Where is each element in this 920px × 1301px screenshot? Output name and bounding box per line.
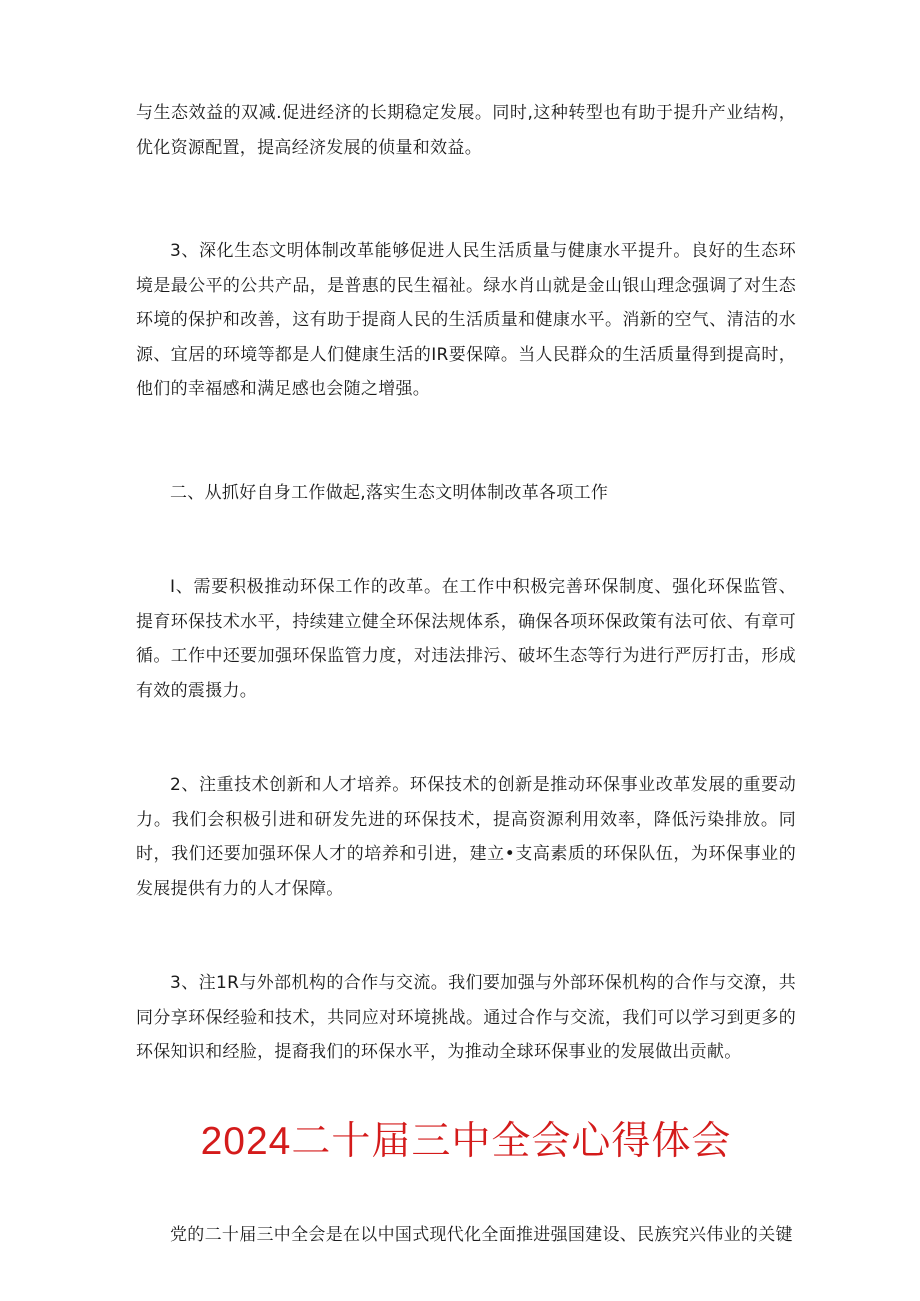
paragraph-point-3-cooperation: 3、注1R与外部机构的合作与交流。我们要加强与外部环保机构的合作与交潦，共同分享环保经验和技术，共同应对环境挑战。通过合作与交流，我们可以学习到更多的环保知识和经脸，提裔我们的环保水平，为推动全球环保事业的发展做出贡献。	[136, 973, 796, 1062]
paragraph-point-3-livelihood: 3、深化生态文明体制改革能够促进人民生活质量与健康水平提升。良好的生态环境是最公平的公共产品，是普惠的民生福祉。绿水肖山就是金山银山理念强调了对生态环境的保护和改善，这有助于提商人民的生活质量和健康水平。消新的空气、清洁的水源、宜居的环境等都是人们健康生活的IR要保障。当人民群众的生活质量得到提高时，他们的幸福感和满足感也会随之增强。	[136, 241, 796, 399]
document-page	[136, 96, 796, 1252]
section-heading-2: 二、从抓好自身工作做起,落实生态文明体制改革各项工作	[170, 482, 609, 503]
paragraph-point-1-reform: I、需要积极推动环保工作的改革。在工作中积极完善环保制度、强化环保监管、提育环保技术水平，持续建立健全环保法规体系，确保各项环保政策有法可依、有章可循。工作中还要加强环保监管力度，对违法排污、破坏生态等行为进行严厉打击，形成有效的震摄力。	[136, 577, 796, 701]
paragraph-point-2-innovation: 2、注重技术创新和人才培养。环保技术的创新是推动环保事业改革发展的重要动力。我们会积极引进和研发先进的环保技术，提高资源利用效率，降低污染排放。同时，我们还要加强环保人才的培养和引进，建立•支高素质的环保队伍，为环保事业的发展提供有力的人才保障。	[136, 775, 796, 899]
paragraph-continuation: 与生态效益的双减.促进经济的长期稳定发展。同时,这种转型也有助于提升产业结构，优化资源配置，提高经济发展的侦量和效益。	[136, 103, 796, 158]
paragraph-intro: 党的二十届三中全会是在以中国式现代化全面推进强国建设、民族究兴伟业的关键	[170, 1224, 793, 1245]
document-title: 2024二十届三中全会心得体会	[200, 1119, 732, 1163]
